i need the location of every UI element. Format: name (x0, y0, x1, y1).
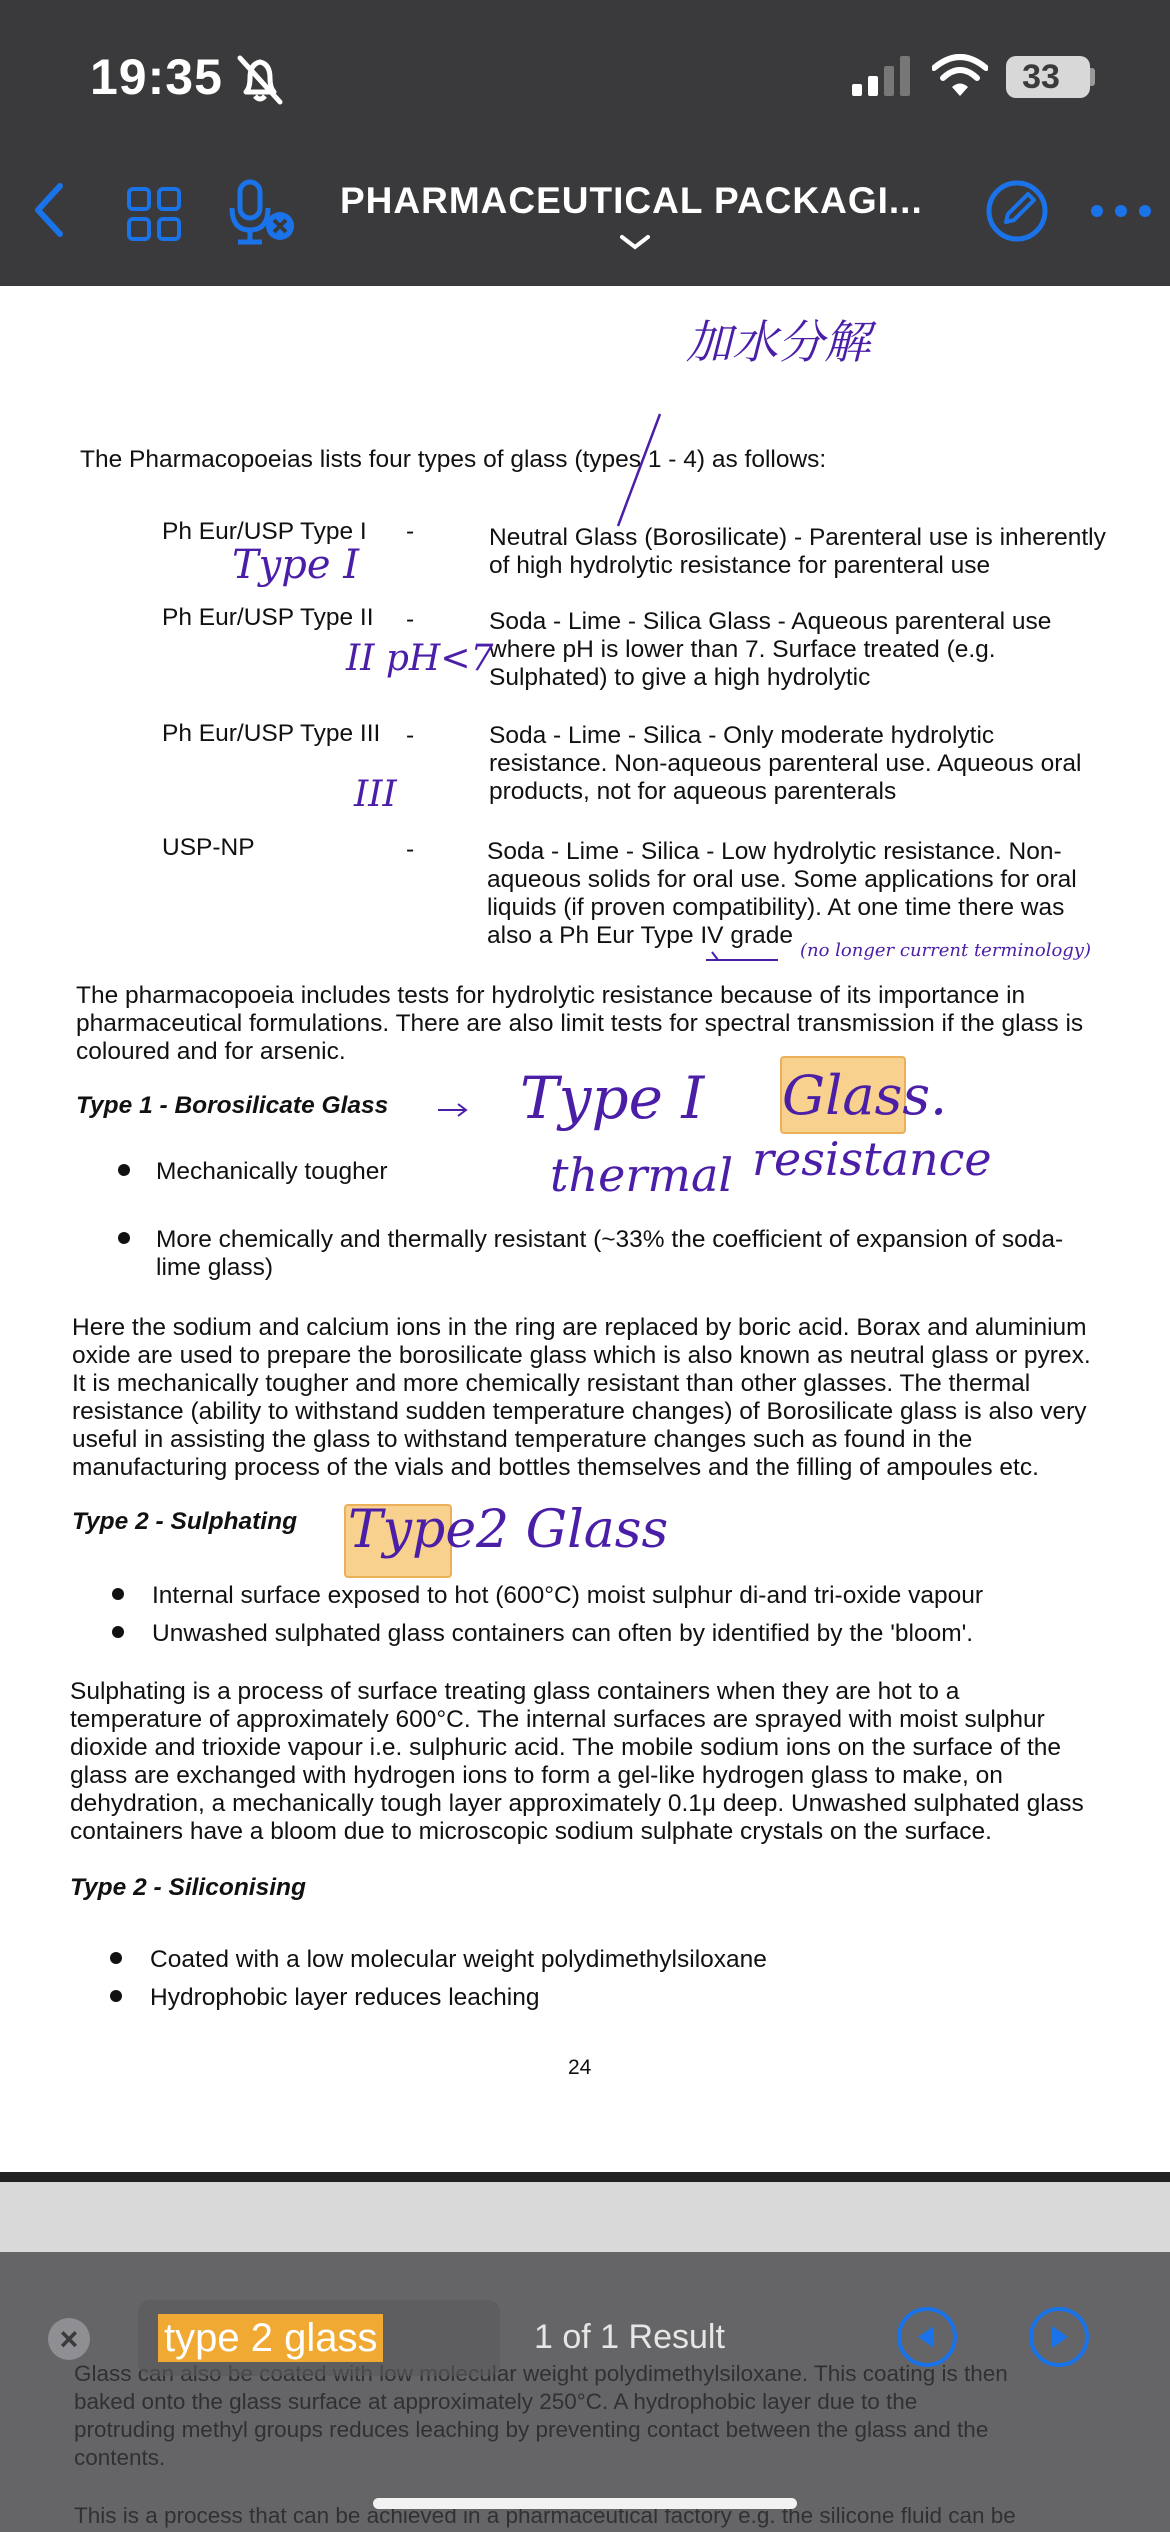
document-title[interactable]: PHARMACEUTICAL PACKAGI... (340, 180, 923, 221)
annotation-type2-b: 2 Glass (476, 1500, 669, 1560)
annotation-resistance: resistance (752, 1132, 992, 1186)
annotation-arrow (436, 1098, 470, 1120)
type-dash: - (406, 722, 415, 749)
home-indicator (373, 2498, 797, 2509)
battery-indicator (1006, 56, 1090, 98)
annotation-hydrolysis: 加水分解 (686, 315, 870, 369)
type2s-para-line: dehydration, a mechanically tough layer approximately 0.1μ deep. Unwashed sulphated glass (70, 1790, 1084, 1817)
type-desc-line: Soda - Lime - Silica - Low hydrolytic resistance. Non- (487, 838, 1062, 865)
type-desc-line: also a Ph Eur Type IV grade (487, 922, 793, 949)
bullet-dot (118, 1232, 130, 1244)
type1-para-line: useful in assisting the glass to withstand temperature changes such as found in the (72, 1426, 973, 1453)
type2-siliconising-heading: Type 2 - Siliconising (70, 1874, 306, 1901)
annotation-thermal: thermal (550, 1148, 734, 1202)
type2-sulphating-heading: Type 2 - Sulphating (72, 1508, 298, 1535)
type1-bullet: More chemically and thermally resistant (~33% the coefficient of expansion of soda- (156, 1226, 1064, 1253)
page-separator (0, 2172, 1170, 2182)
page-number: 24 (568, 2056, 592, 2079)
type2s-bullet: Internal surface exposed to hot (600°C) moist sulphur di-and tri-oxide vapour (152, 1582, 983, 1609)
type-desc-line: aqueous solids for oral use. Some applications for oral (487, 866, 1077, 893)
type2s-para-line: containers have a bloom due to microscopic sodium sulphate crystals on the surface. (70, 1818, 992, 1845)
type-dash: - (406, 836, 415, 863)
type1-para-line: oxide are used to prepare the borosilicate glass which is also known as neutral glass or pyrex. (72, 1342, 1091, 1369)
type-dash: - (406, 518, 415, 545)
annotation-type1: Type I (232, 542, 360, 588)
type-desc-line: products, not for aqueous parenterals (489, 778, 897, 805)
cellular-signal-icon (852, 56, 914, 96)
tests-para-line: The pharmacopoeia includes tests for hydrolytic resistance because of its importance in (76, 982, 1026, 1009)
type2si-bullet: Coated with a low molecular weight polydimethylsiloxane (150, 1946, 767, 1973)
search-query-text: type 2 glass (158, 2314, 383, 2362)
type-name: Ph Eur/USP Type I (162, 518, 367, 545)
bullet-dot (112, 1626, 124, 1638)
status-bar (0, 0, 1170, 140)
type-desc-line: Soda - Lime - Silica - Only moderate hydrolytic (489, 722, 995, 749)
type2s-para-line: Sulphating is a process of surface treating glass containers when they are hot to a (70, 1678, 960, 1705)
search-result-count: 1 of 1 Result (534, 2318, 725, 2356)
close-search-icon[interactable]: × (48, 2318, 90, 2360)
type1-para-line: resistance (ability to withstand sudden temperature changes) of Borosilicate glass is also very (72, 1398, 1087, 1425)
wifi-icon (932, 54, 988, 98)
type-desc-line: Soda - Lime - Silica Glass - Aqueous parenteral use (489, 608, 1052, 635)
annotation-type2-a: Type (348, 1500, 477, 1560)
type1-heading: Type 1 - Borosilicate Glass (76, 1092, 389, 1119)
find-bar (0, 2252, 1170, 2532)
status-time: 19:35 (90, 49, 223, 105)
type2s-para-line: dioxide and trioxide vapour i.e. sulphuric acid. The mobile sodium ions on the surface of the (70, 1734, 1062, 1761)
tests-para-line: coloured and for arsenic. (76, 1038, 346, 1065)
battery-tip (1090, 68, 1095, 86)
battery-level: 33 (1022, 58, 1060, 96)
title-dropdown-chevron-icon[interactable] (618, 232, 652, 252)
microphone-off-icon[interactable] (226, 178, 298, 248)
type2si-bullet: Hydrophobic layer reduces leaching (150, 1984, 540, 2011)
page-gap (0, 2182, 1170, 2252)
type-name: Ph Eur/USP Type III (162, 720, 381, 747)
tests-para-line: pharmaceutical formulations. There are also limit tests for spectral transmission if the glass is (76, 1010, 1084, 1037)
type-desc-line: where pH is lower than 7. Surface treated (e.g. (489, 636, 996, 663)
type1-para-line: Here the sodium and calcium ions in the ring are replaced by boric acid. Borax and aluminium (72, 1314, 1087, 1341)
bullet-dot (112, 1588, 124, 1600)
more-options-icon[interactable] (1090, 204, 1152, 218)
document-page (0, 286, 1170, 2176)
type-desc-line: of high hydrolytic resistance for parenteral use (489, 552, 991, 579)
type1-bullet: Mechanically tougher (156, 1158, 388, 1185)
type-name: Ph Eur/USP Type II (162, 604, 374, 631)
annotation-no-longer: (no longer current terminology) (800, 940, 1091, 961)
type2s-para-line: glass are exchanged with hydrogen ions to form a gel-like hydrogen glass to make, on (70, 1762, 1003, 1789)
annotation-type1-big: Type I (520, 1064, 705, 1132)
type-desc-line: liquids (if proven compatibility). At one time there was (487, 894, 1065, 921)
annotation-glass: Glass. (782, 1064, 948, 1127)
type-dash: - (406, 606, 415, 633)
type-name: USP-NP (162, 834, 255, 861)
bullet-dot (118, 1164, 130, 1176)
annotation-type2-ph: II pH<7 (346, 638, 494, 679)
type-desc-line: resistance. Non-aqueous parenteral use. Aqueous oral (489, 750, 1082, 777)
type1-para-line: manufacturing process of the vials and bottles themselves and the filling of ampoules etc. (72, 1454, 1039, 1481)
type2s-para-line: temperature of approximately 600°C. The internal surfaces are sprayed with moist sulphur (70, 1706, 1045, 1733)
bell-slash-icon (232, 52, 288, 106)
bullet-dot (110, 1952, 122, 1964)
next-result-icon[interactable] (1028, 2306, 1090, 2368)
markup-pen-icon[interactable] (984, 178, 1050, 244)
annotation-underline (702, 948, 782, 966)
type-desc-line: Neutral Glass (Borosilicate) - Parenteral use is inherently (489, 524, 1106, 551)
type1-para-line: It is mechanically tougher and more chemically resistant than other glasses. The thermal (72, 1370, 1031, 1397)
thumbnails-grid-icon[interactable] (126, 186, 182, 242)
type1-bullet-cont: lime glass) (156, 1254, 274, 1281)
previous-result-icon[interactable] (896, 2306, 958, 2368)
intro-text: The Pharmacopoeias lists four types of glass (types 1 - 4) as follows: (80, 446, 827, 473)
bullet-dot (110, 1990, 122, 2002)
type-desc-line: Sulphated) to give a high hydrolytic (489, 664, 871, 691)
type2s-bullet: Unwashed sulphated glass containers can often by identified by the 'bloom'. (152, 1620, 974, 1647)
back-chevron-icon[interactable] (30, 180, 66, 240)
annotation-type3: III (354, 774, 397, 815)
